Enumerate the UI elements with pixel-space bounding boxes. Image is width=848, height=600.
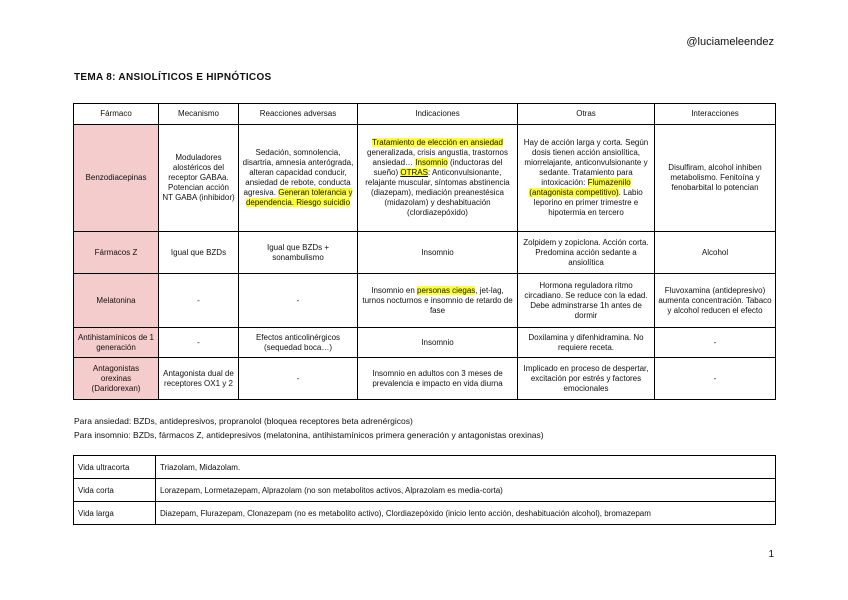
column-header: Interacciones	[655, 104, 776, 125]
interactions-cell: Alcohol	[655, 232, 776, 274]
indications-cell: Insomnio en adultos con 3 meses de prevalencia e impacto en vida diurna	[358, 358, 518, 400]
interactions-cell: -	[655, 328, 776, 358]
drug-name-cell: Fármacos Z	[74, 232, 159, 274]
other-notes-cell: Hormona reguladora ritmo circadiano. Se reduce con la edad. Debe adminstrarse 1h antes de dormir	[518, 274, 655, 328]
other-notes-text: . Labio leporino en primer trimestre e hipotermia en tercero	[533, 188, 643, 217]
half-life-label: Vida larga	[74, 502, 156, 525]
adverse-effects-cell: Igual que BZDs + sonambulismo	[239, 232, 358, 274]
drug-name-cell: Benzodiacepinas	[74, 125, 159, 232]
indications-text: (inductoras del sueño)	[373, 158, 503, 177]
indications-cell: Insomnio	[358, 232, 518, 274]
highlighted-text: Generan tolerancia y dependencia. Riesgo suicidio	[245, 188, 353, 207]
indications-text: : Anticonvulsionante, relajante muscular, síntomas abstinencia (diazepam), mediación preanestésica (midazolam) y deshabituación (clordiazepóxido)	[365, 168, 510, 217]
column-header: Otras	[518, 104, 655, 125]
indications-text: Insomnio en	[371, 285, 415, 295]
column-header: Fármaco	[74, 104, 159, 125]
page-title: TEMA 8: ANSIOLÍTICOS E HIPNÓTICOS	[74, 72, 272, 83]
drug-table	[73, 103, 776, 400]
other-notes-cell	[518, 125, 655, 232]
column-header: Mecanismo	[159, 104, 239, 125]
indications-text: generalizada, crisis angustia, trastornos ansiedad…	[367, 148, 508, 167]
table-row	[74, 502, 776, 525]
other-notes-text: Hay de acción larga y corta. Según dosis tienen acción ansiolítica, miorrelajante, anticonvulsionante y sedante. Tratamiento para intoxicación:	[523, 138, 649, 187]
indications-cell: Insomnio	[358, 328, 518, 358]
page-number: 1	[768, 549, 774, 560]
mechanism-cell: Moduladores alostéricos del receptor GABAa. Potencian acción NT GABA (inhibidor)	[159, 125, 239, 232]
table-row	[74, 328, 776, 358]
adverse-effects-cell: -	[239, 274, 358, 328]
highlighted-text: Flumazenilo (antagonista competitivo)	[529, 178, 631, 197]
drug-name-cell: Antagonistas orexinas (Daridorexan)	[74, 358, 159, 400]
interactions-cell: Disulfiram, alcohol inhiben metabolismo. Fenitoína y fenobarbital lo potencian	[655, 125, 776, 232]
mechanism-cell: Igual que BZDs	[159, 232, 239, 274]
highlighted-text: personas ciegas	[417, 285, 476, 295]
table-row	[74, 274, 776, 328]
note-line: Para insomnio: BZDs, fármacos Z, antidepresivos (melatonina, antihistamínicos primera generación y antagonistas orexinas)	[74, 430, 544, 440]
table-row	[74, 358, 776, 400]
other-notes-cell: Doxilamina y difenhidramina. No requiere receta.	[518, 328, 655, 358]
note-line: Para ansiedad: BZDs, antidepresivos, propranolol (bloquea receptores beta adrenérgicos)	[74, 416, 413, 426]
adverse-effects-cell	[239, 125, 358, 232]
adverse-effects-cell: -	[239, 358, 358, 400]
drug-name-cell: Melatonina	[74, 274, 159, 328]
table-header-row	[74, 104, 776, 125]
mechanism-cell: -	[159, 328, 239, 358]
half-life-value: Diazepam, Flurazepam, Clonazepam (no es metabolito activo), Clordiazepóxido (inicio lento acción, deshabituación alcohol), bromazepam	[156, 502, 776, 525]
author-handle: @luciameleendez	[686, 36, 774, 48]
table-row	[74, 125, 776, 232]
adverse-effects-text: Sedación, somnolencia, disartria, amnesia anterógrada, alteran capacidad conducir, ansiedad de rebote, conducta agresiva.	[242, 148, 354, 197]
table-row	[74, 232, 776, 274]
indications-text: , jet-lag, turnos nocturnos e insomnio de retardo de fase	[362, 285, 513, 315]
column-header: Reacciones adversas	[239, 104, 358, 125]
column-header: Indicaciones	[358, 104, 518, 125]
indications-cell	[358, 274, 518, 328]
half-life-label: Vida corta	[74, 479, 156, 502]
other-notes-cell: Implicado en proceso de despertar, excitación por estrés y factores emocionales	[518, 358, 655, 400]
indications-cell	[358, 125, 518, 232]
adverse-effects-cell: Efectos anticolinérgicos (sequedad boca…)	[239, 328, 358, 358]
interactions-cell: Fluvoxamina (antidepresivo) aumenta concentración. Tabaco y alcohol reducen el efecto	[655, 274, 776, 328]
half-life-table	[73, 455, 776, 525]
table-row	[74, 456, 776, 479]
notes-section	[74, 414, 544, 442]
interactions-cell: -	[655, 358, 776, 400]
highlighted-text: Tratamiento de elección en ansiedad	[372, 138, 503, 147]
other-notes-cell: Zolpidem y zopiclona. Acción corta. Predomina acción sedante a ansiolítica	[518, 232, 655, 274]
drug-name-cell: Antihistamínicos de 1 generación	[74, 328, 159, 358]
half-life-label: Vida ultracorta	[74, 456, 156, 479]
table-row	[74, 479, 776, 502]
mechanism-cell: -	[159, 274, 239, 328]
highlighted-text: OTRAS	[400, 168, 428, 177]
half-life-value: Lorazepam, Lormetazepam, Alprazolam (no son metabolitos activos, Alprazolam es media-corta)	[156, 479, 776, 502]
highlighted-text: Insomnio	[415, 158, 448, 167]
mechanism-cell: Antagonista dual de receptores OX1 y 2	[159, 358, 239, 400]
half-life-value: Triazolam, Midazolam.	[156, 456, 776, 479]
